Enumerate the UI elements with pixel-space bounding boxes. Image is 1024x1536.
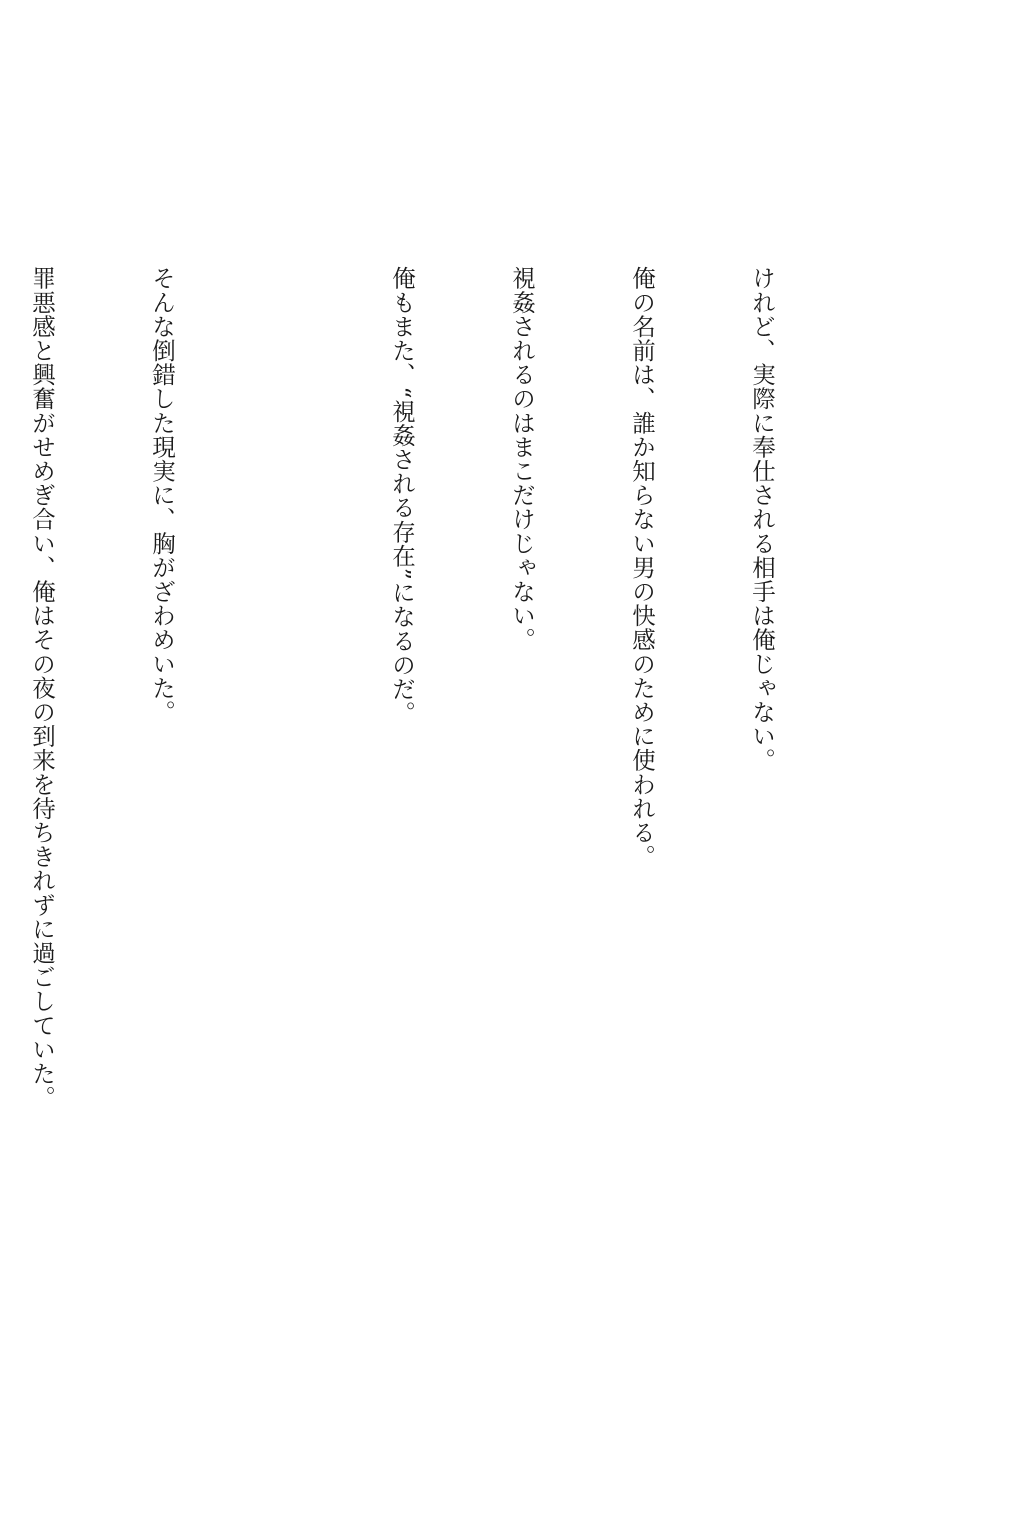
text-line: そんな倒錯した現実に、胸がざわめいた。 xyxy=(148,266,176,724)
text-line: 罪悪感と興奮がせめぎ合い、俺はその夜の到来を待ちきれずに過ごしていた。 xyxy=(28,266,56,1110)
text-line: けれど、実際に奉仕される相手は俺じゃない。 xyxy=(748,266,776,773)
text-line: 俺もまた、“視姦される存在”になるのだ。 xyxy=(388,266,416,726)
text-line: 視姦されるのはまこだけじゃない。 xyxy=(508,266,536,652)
vertical-text-body xyxy=(0,266,862,1110)
text-line: 俺の名前は、誰か知らない男の快感のために使われる。 xyxy=(628,266,656,869)
paragraph-spacer xyxy=(262,266,302,1026)
